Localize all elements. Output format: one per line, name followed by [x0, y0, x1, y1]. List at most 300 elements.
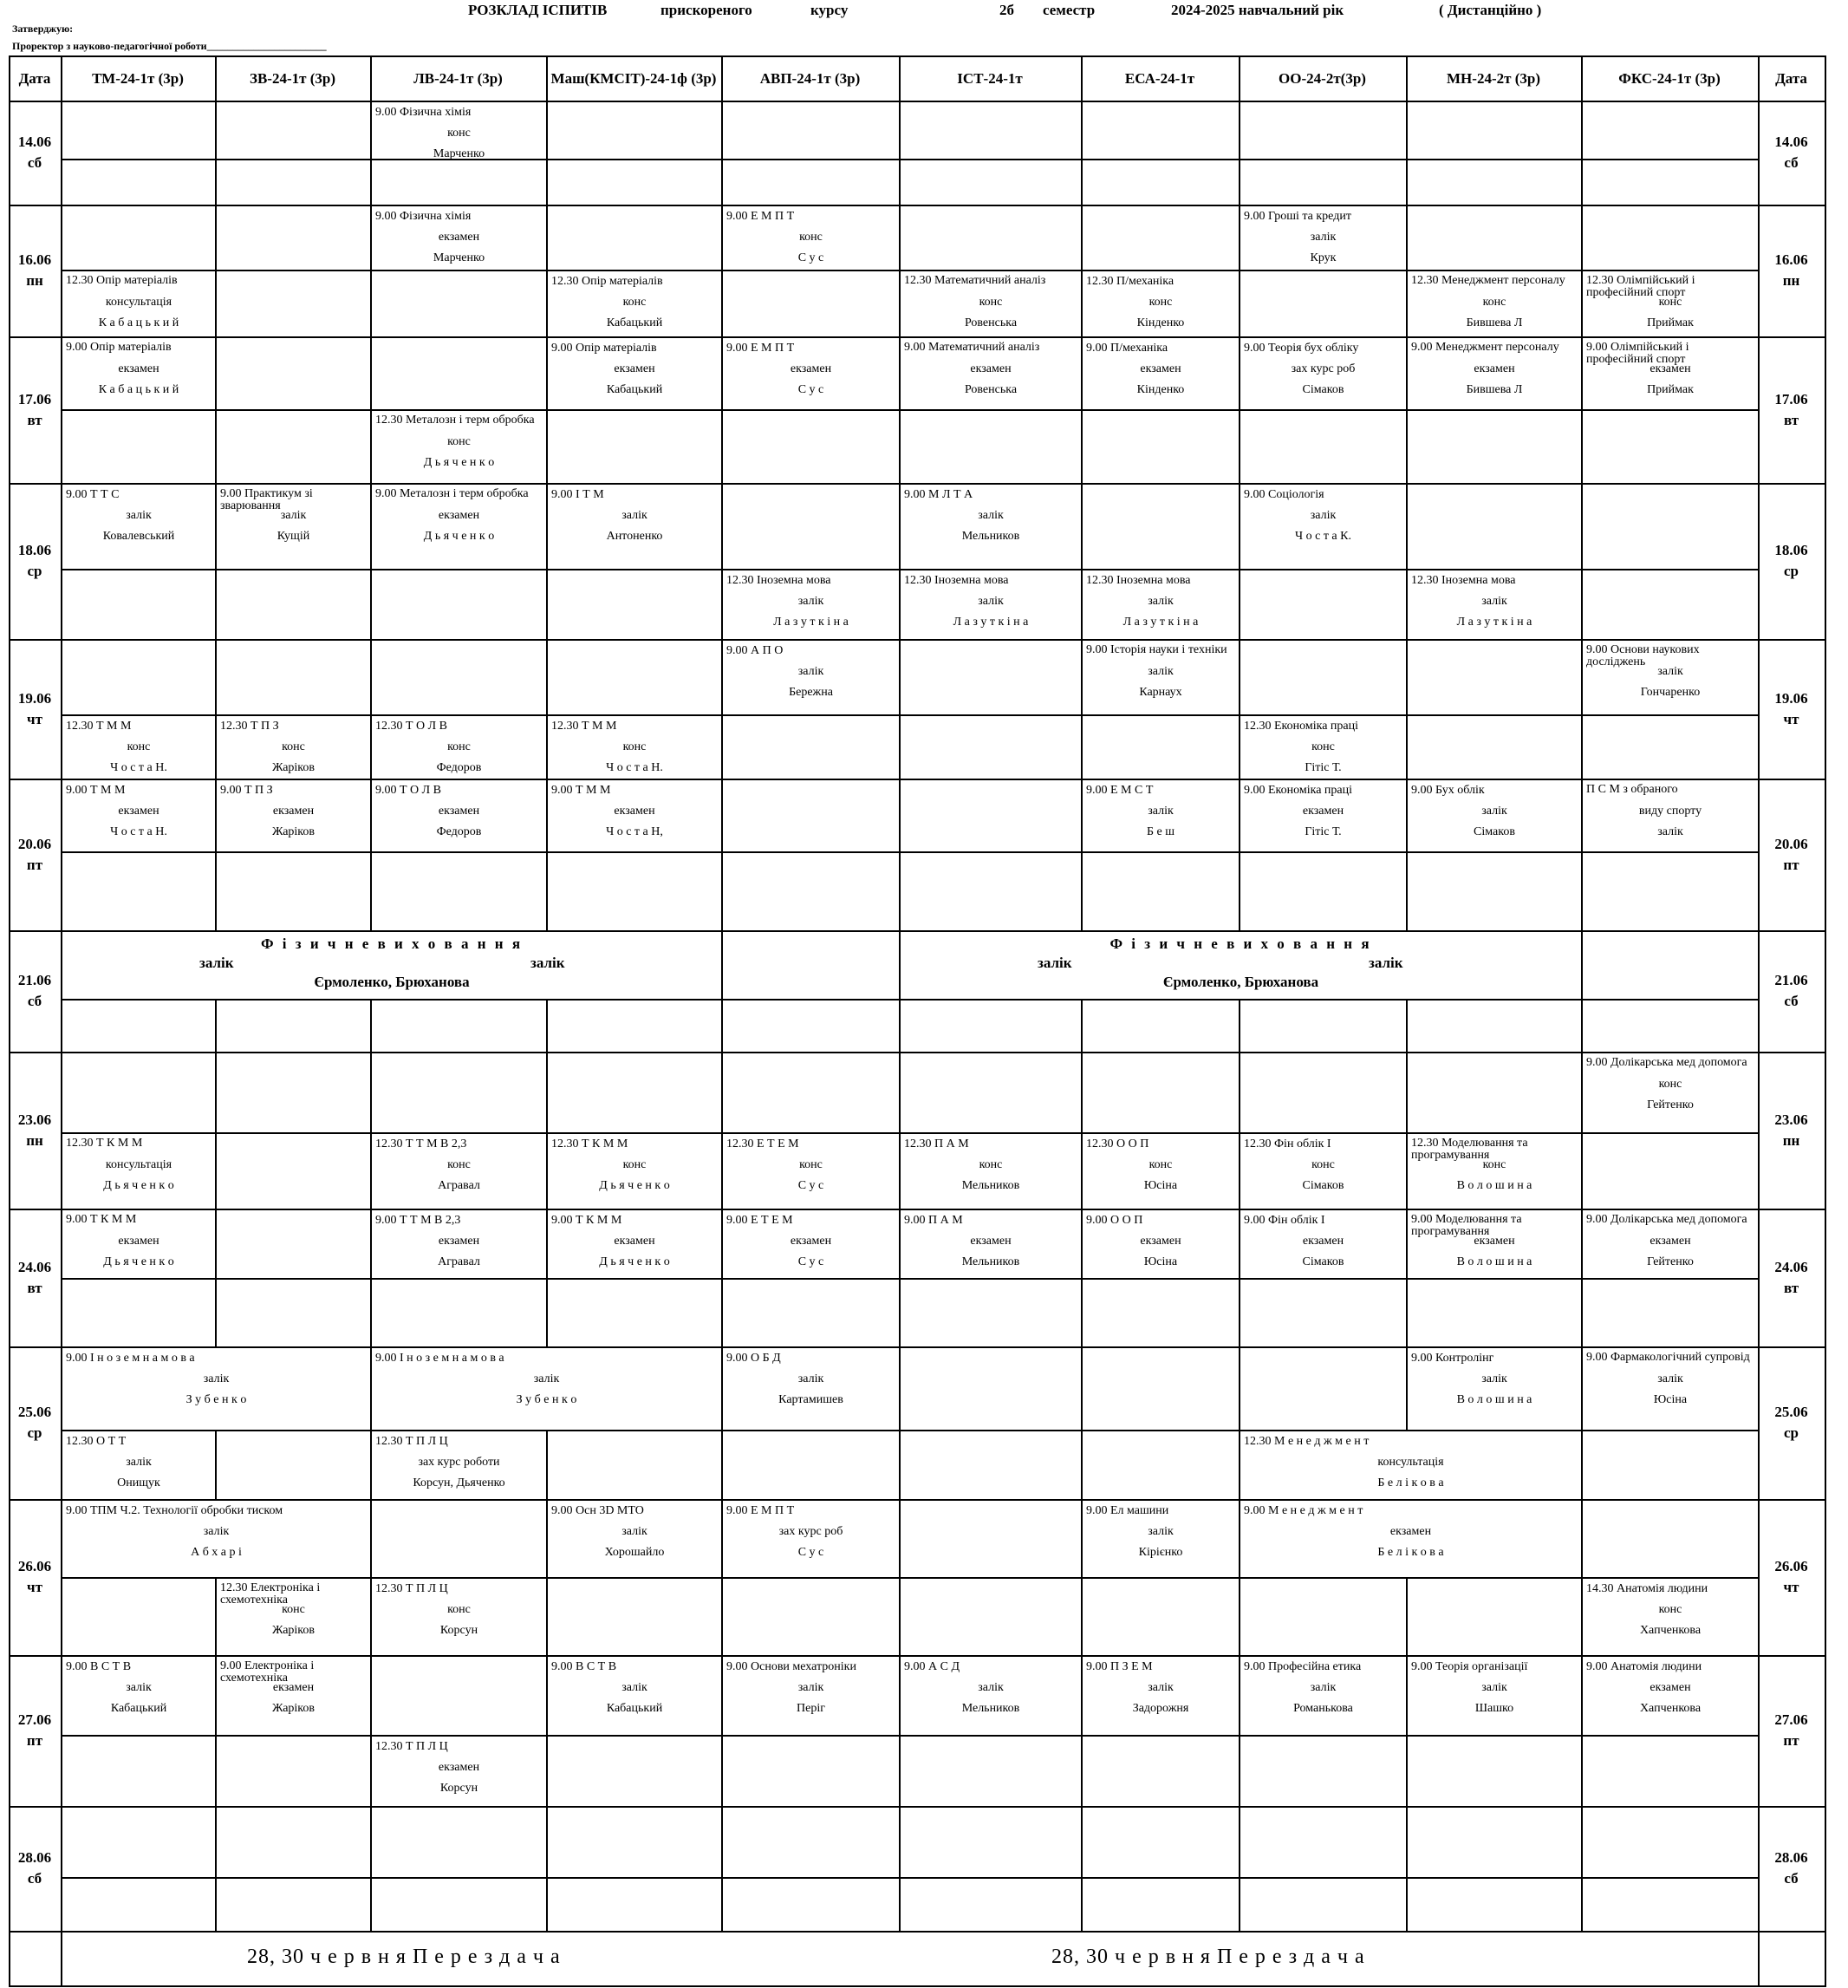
exam-type: зах курс роб	[1291, 362, 1356, 375]
exam-type: зах курс роб	[778, 1525, 843, 1538]
schedule-cell	[1583, 641, 1758, 714]
schedule-cell	[1583, 1657, 1758, 1735]
teacher-name: С у с	[797, 383, 824, 396]
course-type: прискореного	[660, 2, 752, 18]
exam-time-subject: 12.30 Економіка праці	[1244, 720, 1359, 733]
exam-type: конс	[622, 1158, 647, 1171]
grid-line-v	[215, 999, 217, 1933]
date-cell-left	[9, 483, 61, 639]
exam-type: залік	[1148, 1525, 1174, 1538]
date-value: 25.06	[1774, 1404, 1808, 1420]
weekday: пт	[26, 1732, 43, 1749]
schedule-cell	[1240, 780, 1406, 851]
teacher-name: Ровенська	[964, 383, 1018, 396]
teacher-name: Мельников	[961, 530, 1020, 543]
retake-right: 28, 30 ч е р в н я П е р е з д а ч а	[1051, 1946, 1365, 1968]
exam-type: конс	[622, 296, 647, 309]
column-header: ЗВ-24-1т (3р)	[249, 70, 335, 87]
exam-time-subject: 9.00 Контролінг	[1411, 1352, 1494, 1365]
exam-time-subject: 12.30 Т П З	[220, 720, 279, 733]
schedule-cell	[723, 1134, 899, 1209]
teacher-name: Ч о с т а К.	[1295, 530, 1351, 543]
schedule-cell	[1408, 338, 1581, 409]
date-cell-left	[9, 1655, 61, 1806]
weekday: ср	[27, 563, 42, 579]
teacher-name: С у с	[797, 1255, 824, 1268]
exam-type: залік	[1310, 231, 1337, 244]
teacher-name: К а б а ц ь к и й	[98, 316, 179, 329]
exam-time-subject: 9.00 П А М	[904, 1214, 963, 1227]
exam-type: конс	[1482, 296, 1506, 309]
date-value: 24.06	[1774, 1258, 1808, 1275]
schedule-cell	[723, 338, 899, 409]
teacher-name: Гітіс Т.	[1305, 825, 1342, 838]
teacher-name: Бившева Л	[1466, 383, 1523, 396]
exam-time-subject: 12.30 Олімпійський і професійний спорт	[1586, 275, 1695, 299]
pe-teachers: Єрмоленко, Брюханова	[314, 974, 470, 990]
exam-time-subject: 12.30 Моделювання та програмування	[1411, 1137, 1528, 1162]
exam-type: екзамен	[438, 509, 480, 522]
grid-line-h	[9, 205, 1826, 206]
exam-time-subject: 9.00 Основи наукових досліджень	[1586, 644, 1700, 668]
exam-time-subject: 9.00 Долікарська мед допомога	[1586, 1057, 1747, 1069]
exam-time-subject: 9.00 Економіка праці	[1244, 784, 1353, 797]
teacher-name: Юсіна	[1653, 1393, 1688, 1406]
schedule-cell	[62, 1210, 215, 1278]
exam-type: екзамен	[438, 1235, 480, 1248]
teacher-name: Онищук	[117, 1476, 160, 1489]
exam-type: конс	[447, 1603, 471, 1616]
schedule-cell	[1240, 1134, 1406, 1209]
date-value: 19.06	[17, 689, 52, 707]
teacher-name: Кущій	[277, 530, 310, 543]
exam-type: конс	[1311, 740, 1335, 753]
teacher-name: В о л о ш и н а	[1456, 1179, 1532, 1192]
exam-time-subject: 9.00 А С Д	[904, 1660, 960, 1673]
teacher-name: Картамишев	[778, 1393, 843, 1406]
exam-type: конс	[447, 740, 471, 753]
exam-time-subject: 12.30 Іноземна мова	[904, 574, 1009, 587]
exam-time-subject: 9.00 Т Т С	[66, 488, 120, 501]
exam-time-subject: 9.00 Теорія бух обліку	[1244, 342, 1359, 355]
schedule-cell	[723, 206, 899, 270]
exam-time-subject: 12.30 О Т Т	[66, 1435, 127, 1448]
column-header: АВП-24-1т (3р)	[759, 70, 861, 87]
grid-line-h	[9, 1806, 1826, 1808]
date-cell-left	[9, 1209, 61, 1346]
grid-line-h	[61, 851, 1760, 853]
teacher-name: Кінденко	[1136, 383, 1185, 396]
teacher-name: Ч о с т а Н.	[110, 825, 167, 838]
date-value: 24.06	[17, 1258, 52, 1275]
schedule-cell-merged	[62, 1348, 370, 1430]
schedule-cell	[1240, 485, 1406, 569]
column-header: Маш(КМСІТ)-24-1ф (3р)	[550, 70, 717, 87]
exam-time-subject: П С М з обраного	[1586, 784, 1678, 796]
teacher-name: Задорожня	[1132, 1702, 1189, 1715]
teacher-name: Кірієнко	[1138, 1546, 1183, 1559]
grid-line-h	[61, 159, 1760, 160]
teacher-name: Марченко	[433, 147, 485, 159]
schedule-cell	[372, 716, 546, 779]
column-header: Дата	[18, 70, 51, 87]
weekday: сб	[27, 154, 42, 171]
semester-word: семестр	[1043, 2, 1096, 18]
exam-time-subject: 9.00 Фізична хімія	[375, 210, 472, 223]
pe-title: Ф і з и ч н е в и х о в а н н я	[260, 935, 524, 952]
exam-type: конс	[447, 435, 471, 448]
weekday: сб	[1784, 993, 1799, 1009]
exam-time-subject: 9.00 Т К М М	[551, 1214, 622, 1227]
date-value: 27.06	[17, 1711, 52, 1728]
teacher-name: Л а з у т к і н а	[773, 616, 849, 629]
schedule-cell	[372, 1431, 546, 1499]
exam-type: залік	[797, 595, 824, 608]
exam-time-subject: 9.00 Історія науки і техніки	[1086, 644, 1227, 656]
date-cell-right	[1758, 1346, 1825, 1499]
date-cell-left	[9, 205, 61, 336]
teacher-name: Д ь я ч е н к о	[423, 530, 495, 543]
date-cell-left	[9, 779, 61, 930]
teacher-name: А б х а р і	[191, 1546, 242, 1559]
schedule-cell	[1583, 780, 1758, 851]
grid-line-h	[9, 1931, 1826, 1933]
grid-line-h	[61, 409, 1760, 411]
teacher-name: Д ь я ч е н к о	[103, 1255, 174, 1268]
schedule-cell	[1583, 1579, 1758, 1655]
weekday: вт	[1783, 1279, 1799, 1296]
teacher-name: Кабацький	[606, 383, 663, 396]
prorector-line: Проректор з науково-педагогічної роботи_______________________	[12, 40, 327, 52]
schedule-cell	[62, 716, 215, 779]
schedule-cell	[1083, 570, 1239, 639]
schedule-cell	[548, 1210, 721, 1278]
approval-line: Затверджую:	[12, 23, 74, 35]
schedule-cell	[372, 780, 546, 851]
date-value: 27.06	[1774, 1711, 1808, 1728]
date-value: 14.06	[1774, 134, 1808, 150]
schedule-title: РОЗКЛАД ІСПИТІВ	[468, 2, 608, 18]
date-cell-left	[9, 930, 61, 1052]
teacher-name: Ковалевський	[102, 530, 175, 543]
exam-time-subject: 9.00 Соціологія	[1244, 488, 1324, 501]
exam-time-subject: 9.00 ТПМ Ч.2. Технології обробки тиском	[66, 1504, 283, 1517]
pe-zalik: залік	[530, 955, 565, 971]
schedule-cell	[1583, 1210, 1758, 1278]
grid-line-h	[9, 1985, 1826, 1987]
exam-time-subject: 9.00 Теорія організації	[1411, 1660, 1528, 1673]
schedule-cell	[1083, 1210, 1239, 1278]
grid-line-v	[1825, 55, 1826, 1987]
date-value: 21.06	[17, 972, 52, 988]
teacher-name: З у б е н к о	[185, 1393, 247, 1406]
exam-time-subject: 9.00 Математичний аналіз	[904, 342, 1040, 354]
weekday: пт	[1783, 856, 1799, 873]
exam-type: екзамен	[118, 362, 159, 375]
exam-type: залік	[126, 1456, 152, 1469]
exam-time-subject: 9.00 О Б Д	[726, 1352, 781, 1365]
schedule-cell	[901, 1134, 1081, 1209]
teacher-name: Хорошайло	[604, 1546, 665, 1559]
date-cell-right	[1758, 483, 1825, 639]
exam-time-subject: 9.00 Опір матеріалів	[551, 342, 657, 355]
teacher-name: Агравал	[438, 1255, 480, 1268]
exam-type: залік	[1657, 665, 1683, 678]
exam-time-subject: 9.00 Олімпійський і професійний спорт	[1586, 342, 1689, 366]
teacher-name: Періг	[797, 1702, 825, 1715]
exam-time-subject: 12.30 Т П Л Ц	[375, 1435, 448, 1448]
exam-type: залік	[280, 509, 307, 522]
exam-type: залік	[1310, 1681, 1337, 1694]
schedule-cell	[372, 1737, 546, 1806]
schedule-cell	[217, 1657, 370, 1735]
teacher-name: Романькова	[1293, 1702, 1353, 1715]
exam-type: залік	[1148, 595, 1174, 608]
date-cell-left	[9, 1052, 61, 1209]
teacher-name: Крук	[1310, 251, 1337, 264]
exam-time-subject: 9.00 П З Е М	[1086, 1660, 1153, 1673]
pe-block-left	[62, 932, 721, 999]
exam-type: залік	[978, 1681, 1004, 1694]
exam-time-subject: 9.00 І н о з е м н а м о в а	[66, 1352, 195, 1365]
teacher-name: Шашко	[1474, 1702, 1514, 1715]
exam-type: конс	[447, 1158, 471, 1171]
teacher-name: Л а з у т к і н а	[1456, 616, 1532, 629]
date-value: 23.06	[1774, 1111, 1808, 1128]
teacher-name: Гончаренко	[1640, 686, 1701, 699]
teacher-name: Приймак	[1647, 316, 1694, 329]
grid-line-v	[721, 930, 723, 1001]
teacher-name: Мельников	[961, 1702, 1020, 1715]
date-value: 28.06	[17, 1849, 52, 1866]
exam-type: екзамен	[438, 231, 480, 244]
schedule-cell	[62, 780, 215, 851]
pe-zalik: залік	[1369, 955, 1403, 971]
grid-line-v	[721, 55, 723, 932]
exam-type: залік	[126, 509, 152, 522]
exam-time-subject: 9.00 В С Т В	[551, 1660, 617, 1673]
weekday: сб	[1784, 1870, 1799, 1887]
exam-type: залік	[797, 665, 824, 678]
exam-type: залік	[621, 1525, 647, 1538]
schedule-cell	[1583, 338, 1758, 409]
grid-line-h	[9, 639, 1826, 641]
schedule-cell	[1408, 1348, 1581, 1430]
exam-time-subject: 9.00 Т П З	[220, 784, 273, 797]
date-cell-left	[9, 1499, 61, 1655]
exam-type: екзамен	[272, 805, 315, 818]
schedule-cell	[1583, 1348, 1758, 1430]
pe-teachers: Єрмоленко, Брюханова	[1162, 974, 1319, 990]
schedule-cell	[62, 338, 215, 409]
exam-time-subject: 12.30 Іноземна мова	[726, 574, 831, 587]
exam-type: залік	[621, 1681, 647, 1694]
teacher-name: Федоров	[436, 825, 482, 838]
column-header: ІСТ-24-1т	[957, 70, 1023, 87]
exam-type: конс	[127, 740, 151, 753]
teacher-name: Гейтенко	[1647, 1255, 1694, 1268]
exam-type: екзамен	[438, 805, 480, 818]
exam-time-subject: 9.00 Т О Л В	[375, 784, 441, 797]
exam-time-subject: 12.30 Т П Л Ц	[375, 1582, 448, 1595]
pe-title: Ф і з и ч н е в и х о в а н н я	[1109, 935, 1372, 952]
exam-time-subject: 9.00 Т М М	[551, 784, 611, 797]
exam-type: екзамен	[1389, 1525, 1432, 1538]
teacher-name: С у с	[797, 1179, 824, 1192]
grid-line-h	[61, 999, 1760, 1001]
schedule-cell	[1240, 206, 1406, 270]
pe-block-right	[901, 932, 1581, 999]
date-cell-right	[1758, 1209, 1825, 1346]
schedule-cell	[1083, 1134, 1239, 1209]
exam-type: конс	[979, 296, 1003, 309]
teacher-name: Корсун	[439, 1782, 478, 1795]
schedule-cell	[372, 485, 546, 569]
exam-time-subject: 9.00 Е Т Е М	[726, 1214, 793, 1227]
teacher-name: Сімаков	[1302, 383, 1344, 396]
exam-type: залік	[203, 1372, 230, 1385]
schedule-cell	[723, 1210, 899, 1278]
date-value: 17.06	[1774, 390, 1808, 407]
schedule-cell	[217, 780, 370, 851]
teacher-name: Ч о с т а Н.	[606, 761, 663, 774]
weekday: пн	[1782, 272, 1800, 289]
exam-time-subject: 9.00 М Л Т А	[904, 488, 973, 501]
teacher-name: Л а з у т к і н а	[1122, 616, 1199, 629]
schedule-cell	[1240, 716, 1406, 779]
teacher-name: Кінденко	[1136, 316, 1185, 329]
exam-time-subject: 9.00 Електроніка і схемотехніка	[220, 1660, 315, 1685]
date-cell-right	[1758, 1655, 1825, 1806]
exam-time-subject: 9.00 М е н е д ж м е н т	[1244, 1504, 1363, 1517]
schedule-cell	[901, 485, 1081, 569]
teacher-name: Д ь я ч е н к о	[103, 1179, 174, 1192]
grid-line-h	[9, 101, 1826, 102]
schedule-cell	[901, 1657, 1081, 1735]
academic-year: 2024-2025 навчальний рік	[1171, 2, 1344, 18]
date-value: 18.06	[17, 542, 52, 558]
schedule-cell	[1408, 1657, 1581, 1735]
exam-type: конс	[1482, 1158, 1506, 1171]
weekday: пн	[26, 272, 43, 289]
date-value: 21.06	[1774, 972, 1808, 988]
exam-time-subject: 12.30 Опір матеріалів	[66, 275, 178, 287]
teacher-name: Кабацький	[110, 1702, 167, 1715]
date-value: 28.06	[1774, 1849, 1808, 1866]
exam-time-subject: 12.30 Т О Л В	[375, 720, 447, 733]
exam-time-subject: 9.00 Е М П Т	[726, 342, 795, 355]
schedule-cell	[548, 338, 721, 409]
exam-type: залік	[797, 1681, 824, 1694]
teacher-name: Жаріков	[272, 761, 315, 774]
exam-type: виду спорту	[1638, 805, 1702, 818]
schedule-cell	[62, 1134, 215, 1209]
date-value: 26.06	[17, 1558, 52, 1574]
exam-time-subject: 12.30 Т М М	[66, 720, 132, 733]
schedule-cell	[62, 485, 215, 569]
exam-type: залік	[126, 1681, 152, 1694]
exam-time-subject: 12.30 Т К М М	[551, 1137, 628, 1150]
pe-zalik: залік	[199, 955, 234, 971]
exam-type: конс	[282, 1603, 305, 1616]
exam-type: залік	[797, 1372, 824, 1385]
weekday: ср	[1784, 563, 1799, 579]
teacher-name: Бившева Л	[1466, 316, 1523, 329]
schedule-cell	[1408, 1134, 1581, 1209]
schedule-cell-merged	[62, 1501, 370, 1577]
exam-time-subject: 9.00 Практикум зі зварювання	[220, 488, 313, 512]
teacher-name: Мельников	[961, 1179, 1020, 1192]
exam-time-subject: 12.30 Іноземна мова	[1086, 574, 1191, 587]
exam-type: консультація	[1377, 1456, 1444, 1469]
teacher-name: Юсіна	[1143, 1255, 1178, 1268]
exam-time-subject: 12.30 М е н е д ж м е н т	[1244, 1435, 1370, 1448]
exam-type: залік	[533, 1372, 560, 1385]
exam-type: конс	[622, 740, 647, 753]
weekday: пн	[1782, 1131, 1800, 1149]
schedule-cell	[217, 485, 370, 569]
date-cell-right	[1758, 639, 1825, 779]
schedule-cell	[548, 1134, 721, 1209]
column-header: ТМ-24-1т (3р)	[92, 70, 184, 87]
exam-type: конс	[799, 231, 823, 244]
schedule-cell	[723, 570, 899, 639]
exam-type: конс	[447, 127, 471, 140]
teacher-name: В о л о ш и н а	[1456, 1255, 1532, 1268]
teacher-name: Марченко	[433, 251, 485, 264]
exam-time-subject: 14.30 Анатомія людини	[1586, 1582, 1708, 1595]
exam-type: конс	[1311, 1158, 1335, 1171]
teacher-name: С у с	[797, 251, 824, 264]
schedule-cell	[723, 1657, 899, 1735]
teacher-name: Жаріков	[272, 1702, 315, 1715]
exam-time-subject: 12.30 Опір матеріалів	[551, 275, 663, 288]
date-cell-right	[1758, 930, 1825, 1052]
exam-time-subject: 9.00 Моделювання та програмування	[1411, 1214, 1522, 1238]
schedule-cell	[1408, 780, 1581, 851]
teacher-name: С у с	[797, 1546, 824, 1559]
teacher-name: Жаріков	[272, 825, 315, 838]
teacher-name: Д ь я ч е н к о	[599, 1255, 670, 1268]
teacher-name: Ч о с т а Н.	[110, 761, 167, 774]
exam-time-subject: 12.30 П А М	[904, 1137, 969, 1150]
date-cell-right	[1758, 1052, 1825, 1209]
schedule-cell	[1083, 780, 1239, 851]
exam-type: конс	[799, 1158, 823, 1171]
exam-time-subject: 9.00 Фармакологічний супровід	[1586, 1352, 1750, 1364]
exam-time-subject: 9.00 Е М С Т	[1086, 784, 1154, 797]
schedule-cell	[372, 1210, 546, 1278]
date-value: 14.06	[17, 134, 52, 150]
study-mode: ( Дистанційно )	[1439, 2, 1542, 18]
schedule-cell	[1583, 271, 1758, 336]
exam-type: екзамен	[1140, 1235, 1181, 1248]
teacher-name: Бережна	[789, 686, 833, 699]
exam-time-subject: 12.30 Менеджмент персоналу	[1411, 275, 1565, 287]
schedule-cell	[548, 271, 721, 336]
exam-time-subject: 9.00 В С Т В	[66, 1660, 132, 1673]
teacher-name: Б е ш	[1146, 825, 1175, 838]
exam-time-subject: 12.30 Математичний аналіз	[904, 275, 1046, 287]
teacher-name: Корсун, Дьяченко	[413, 1476, 505, 1489]
exam-time-subject: 9.00 Анатомія людини	[1586, 1660, 1702, 1673]
schedule-cell	[1583, 1053, 1758, 1132]
teacher-name: Д ь я ч е н к о	[423, 456, 495, 469]
schedule-cell	[723, 1348, 899, 1430]
exam-time-subject: 9.00 Т Т М В 2,3	[375, 1214, 461, 1227]
exam-type: залік	[978, 595, 1004, 608]
schedule-cell	[1408, 1210, 1581, 1278]
